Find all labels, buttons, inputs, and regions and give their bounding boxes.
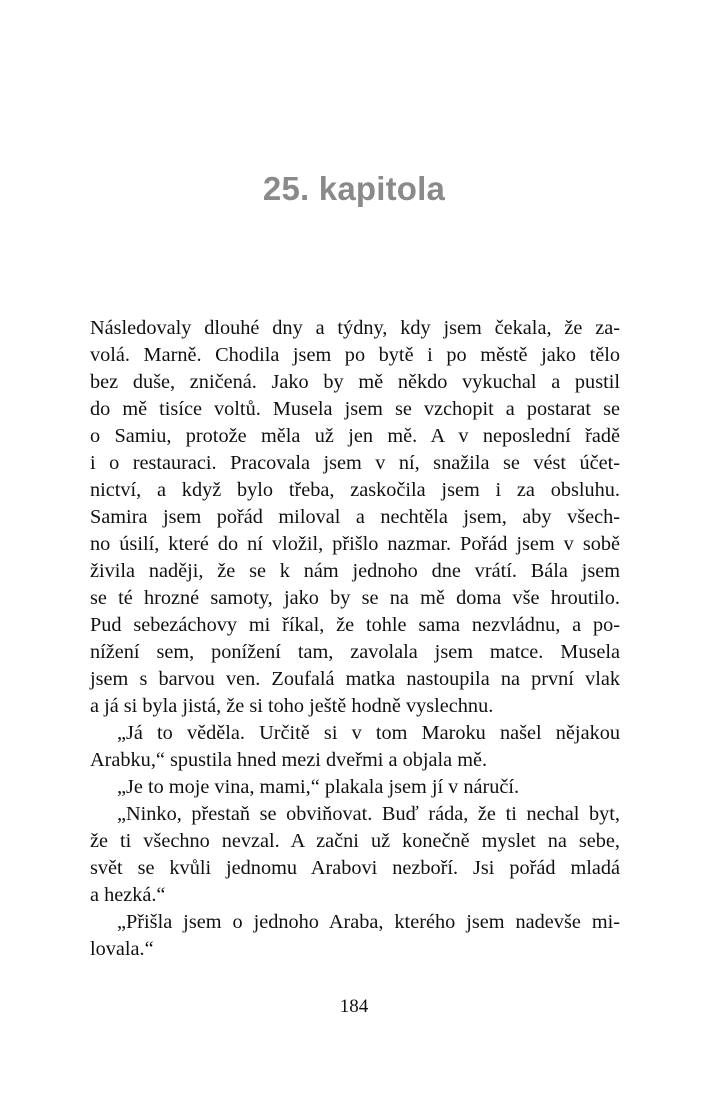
text-line: jsem s barvou ven. Zoufalá matka nastoupila na první vlak [90, 668, 620, 690]
text-line: „Já to věděla. Určitě si v tom Maroku našel nějakou [117, 722, 620, 744]
text-line: Samira jsem pořád miloval a nechtěla jsem, aby všech- [90, 506, 620, 528]
text-line: i o restauraci. Pracovala jsem v ní, snažila se vést účet- [90, 452, 620, 474]
body-text [90, 315, 620, 963]
text-line: no úsilí, které do ní vložil, přišlo nazmar. Pořád jsem v sobě [90, 533, 620, 555]
chapter-title: 25. kapitola [262, 170, 446, 207]
text-line: o Samiu, protože měla už jen mě. A v neposlední řadě [90, 425, 620, 447]
text-line: se té hrozné samoty, jako by se na mě doma vše hroutilo. [90, 587, 620, 609]
text-line: „Přišla jsem o jednoho Araba, kterého jsem nadevše mi- [117, 911, 620, 933]
text-line: Následovaly dlouhé dny a týdny, kdy jsem čekala, že za- [90, 317, 620, 339]
text-line: nížení sem, ponížení tam, zavolala jsem matce. Musela [90, 641, 620, 663]
text-line: Arabku,“ spustila hned mezi dveřmi a objala mě. [90, 749, 488, 771]
text-line: do mě tisíce voltů. Musela jsem se vzchopit a postarat se [90, 398, 620, 420]
text-line: nictví, a když bylo třeba, zaskočila jsem i za obsluhu. [90, 479, 620, 501]
text-line: a hezká.“ [90, 884, 166, 906]
text-line: svět se kvůli jednomu Arabovi nezboří. Jsi pořád mladá [90, 857, 620, 879]
text-line: volá. Marně. Chodila jsem po bytě i po městě jako tělo [90, 344, 620, 366]
text-line: Pud sebezáchovy mi říkal, že tohle sama nezvládnu, a po- [90, 614, 620, 636]
text-line: živila naději, že se k nám jednoho dne vrátí. Bála jsem [90, 560, 620, 582]
text-line: „Ninko, přestaň se obviňovat. Buď ráda, že ti nechal byt, [117, 803, 620, 825]
text-line: že ti všechno nevzal. A začni už konečně myslet na sebe, [90, 830, 620, 852]
text-line: „Je to moje vina, mami,“ plakala jsem jí v náručí. [117, 776, 520, 798]
text-line: a já si byla jistá, že si toho ještě hodně vyslechnu. [90, 695, 494, 717]
text-line: bez duše, zničená. Jako by mě někdo vykuchal a pustil [90, 371, 620, 393]
text-line: lovala.“ [90, 938, 154, 960]
page-number: 184 [339, 996, 369, 1017]
